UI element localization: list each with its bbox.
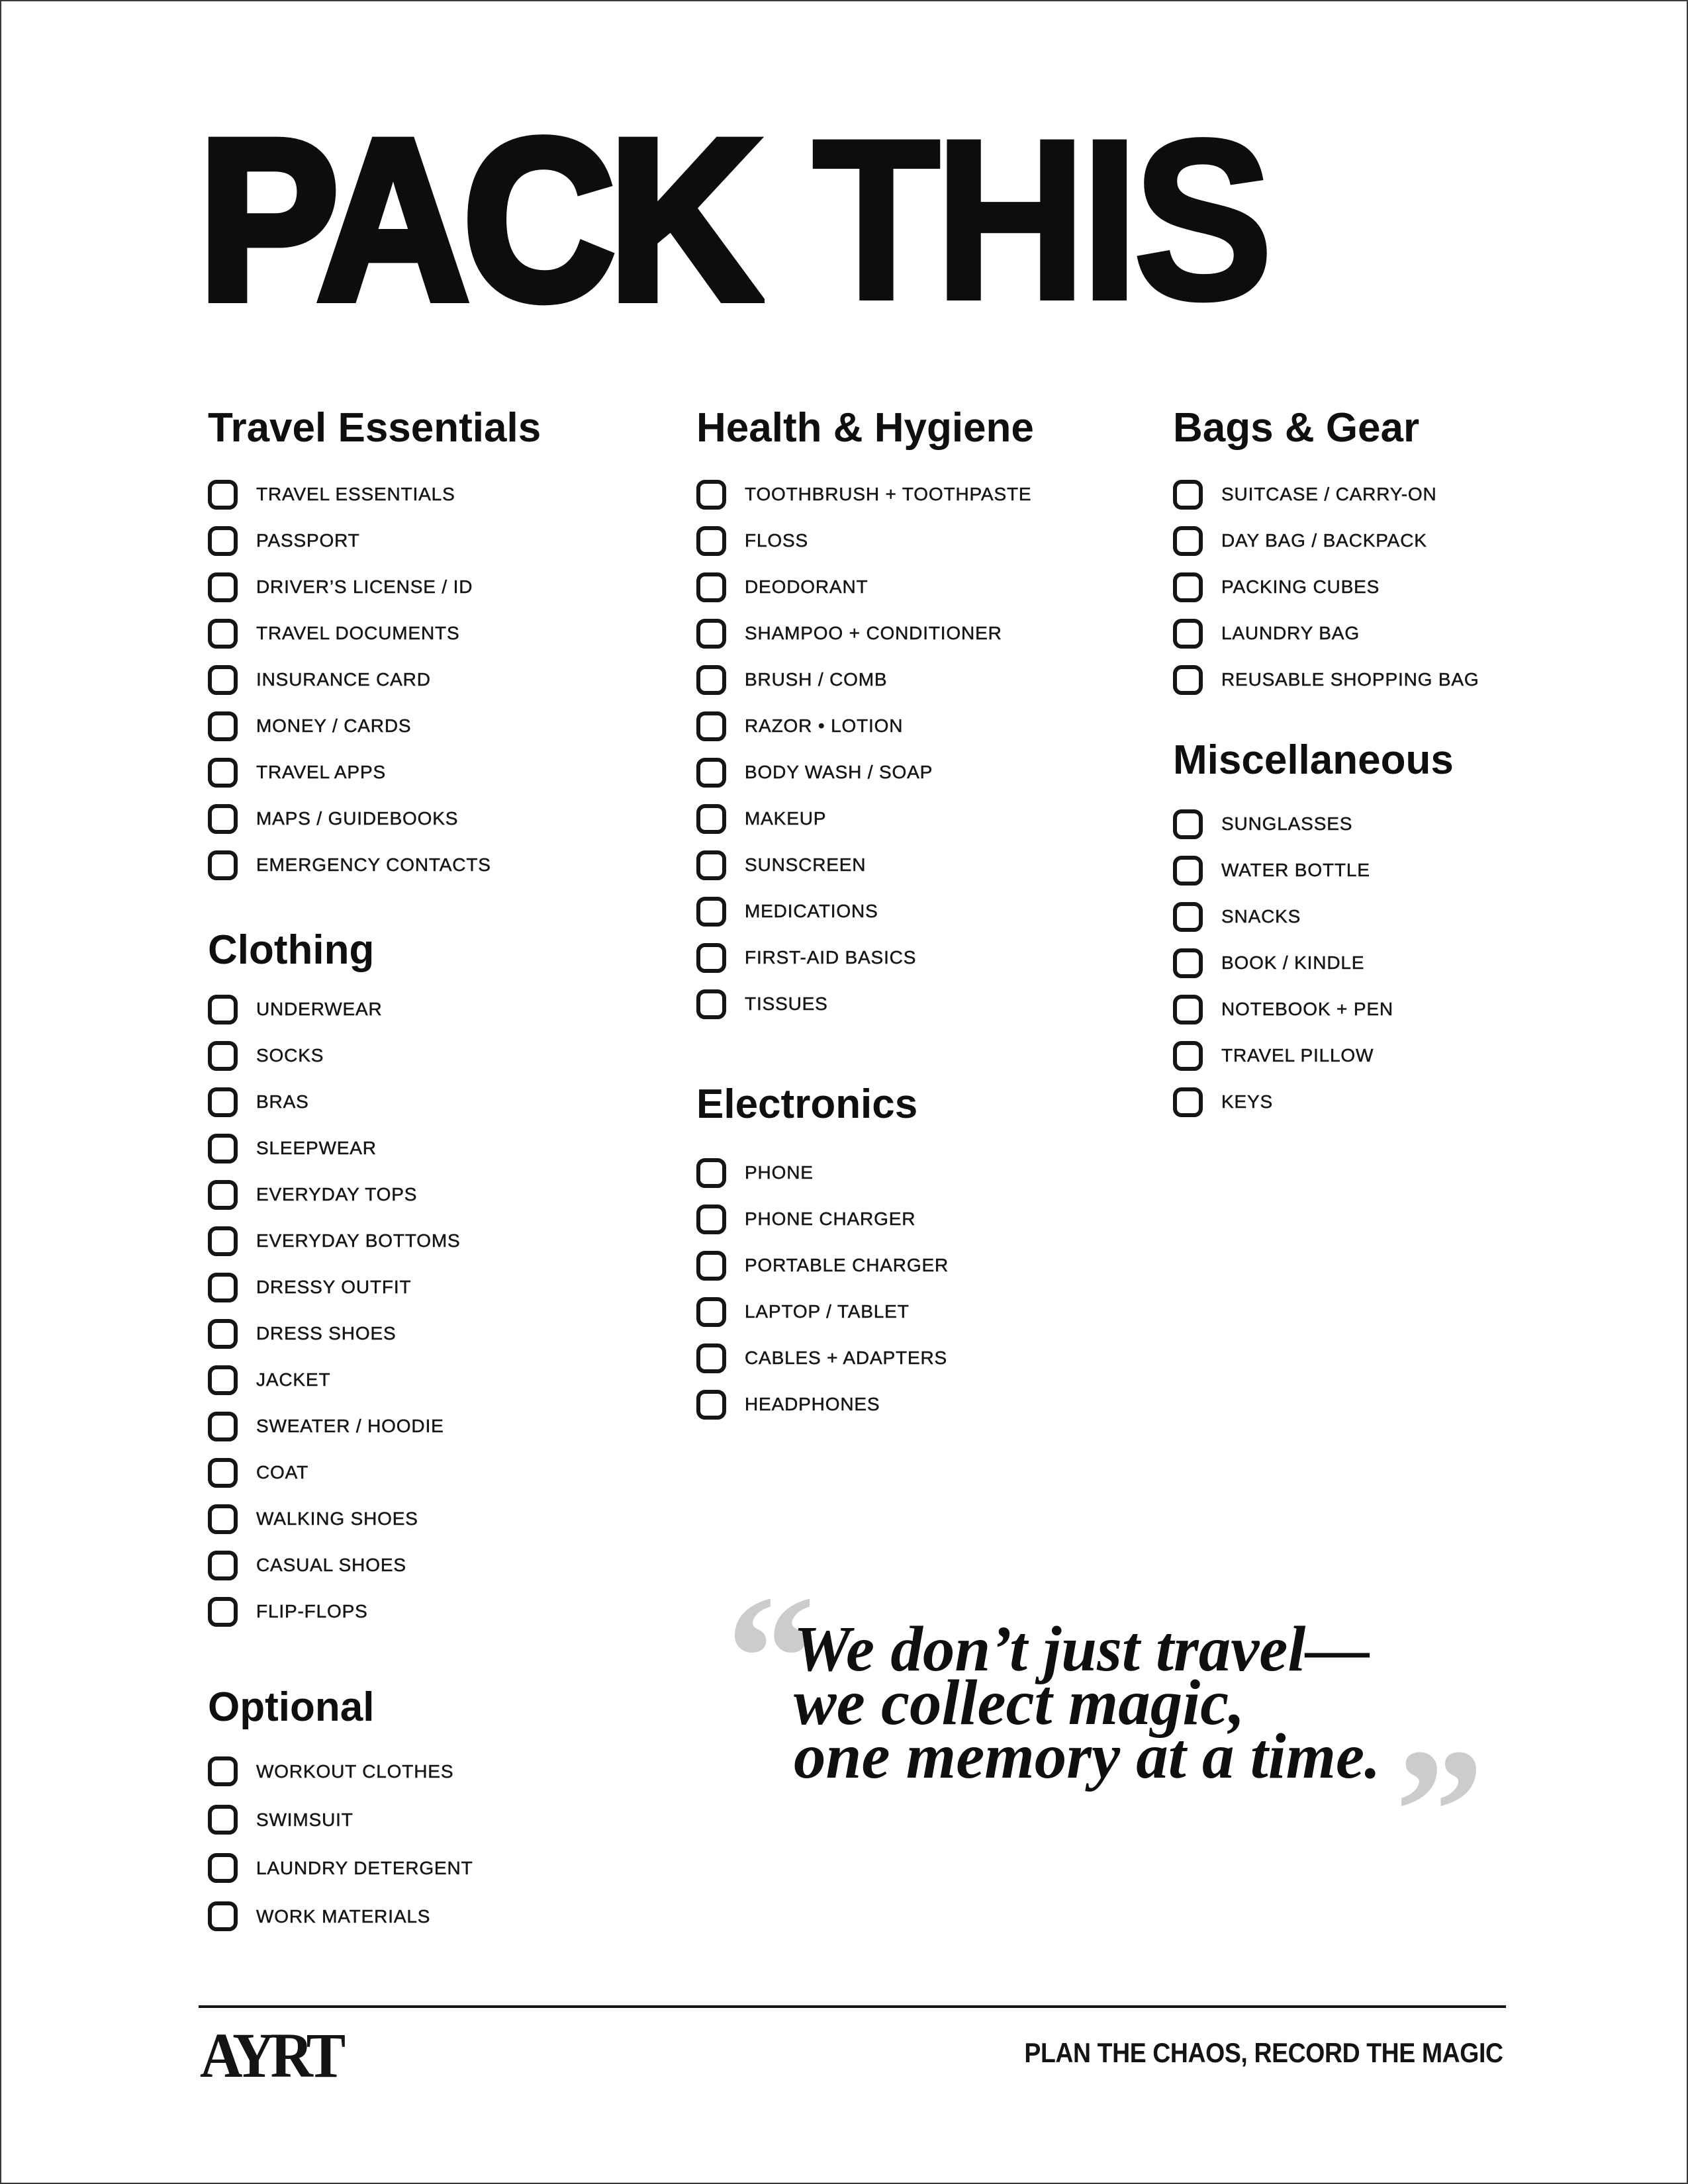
checkbox[interactable] bbox=[208, 1412, 238, 1441]
checklist-row bbox=[696, 1196, 1173, 1242]
checkbox[interactable] bbox=[696, 480, 726, 510]
checklist-row bbox=[1173, 610, 1597, 657]
checklist-item-label: JACKET bbox=[256, 1369, 331, 1390]
checklist-row bbox=[696, 518, 1173, 564]
checkbox[interactable] bbox=[1173, 809, 1203, 839]
footer-divider bbox=[199, 2005, 1506, 2008]
checkbox[interactable] bbox=[208, 1504, 238, 1534]
title-word-pack: PACK bbox=[199, 93, 755, 347]
checklist-row bbox=[1173, 518, 1597, 564]
checklist bbox=[1173, 801, 1597, 1125]
checklist-item-label: PHONE bbox=[745, 1162, 814, 1183]
checklist-row bbox=[696, 471, 1173, 518]
checklist-item-label: BOOK / KINDLE bbox=[1221, 952, 1365, 973]
checklist-row bbox=[1173, 1032, 1597, 1079]
checkbox[interactable] bbox=[1173, 995, 1203, 1024]
checklist-row bbox=[696, 564, 1173, 610]
checkbox[interactable] bbox=[696, 1343, 726, 1373]
checklist-item-label: FLOSS bbox=[745, 530, 809, 551]
checklist-row bbox=[696, 657, 1173, 703]
checklist-row bbox=[208, 703, 684, 749]
checklist-row bbox=[208, 1310, 684, 1357]
checkbox[interactable] bbox=[1173, 902, 1203, 932]
checklist-row bbox=[208, 1079, 684, 1125]
checkbox[interactable] bbox=[696, 897, 726, 927]
checkbox[interactable] bbox=[208, 1853, 238, 1883]
open-quote-icon: “ bbox=[726, 1559, 816, 1756]
checklist-row bbox=[208, 1892, 684, 1940]
checkbox[interactable] bbox=[696, 850, 726, 880]
checklist-item-label: EMERGENCY CONTACTS bbox=[256, 854, 491, 875]
checklist-item-label: PORTABLE CHARGER bbox=[745, 1255, 949, 1275]
checklist-row bbox=[696, 888, 1173, 934]
checkbox[interactable] bbox=[1173, 1041, 1203, 1071]
checklist-item-label: SUNSCREEN bbox=[745, 854, 867, 875]
checklist-row bbox=[1173, 471, 1597, 518]
title-word-this: THIS bbox=[812, 93, 1268, 347]
section-bags-gear bbox=[1173, 405, 1597, 703]
checklist-item-label: INSURANCE CARD bbox=[256, 669, 431, 690]
checklist-row bbox=[696, 981, 1173, 1027]
checklist-item-label: SHAMPOO + CONDITIONER bbox=[745, 623, 1002, 643]
checklist bbox=[696, 471, 1173, 1027]
checklist-item-label: TRAVEL DOCUMENTS bbox=[256, 623, 460, 643]
checklist-item-label: DRESS SHOES bbox=[256, 1323, 397, 1343]
checklist-item-label: BRUSH / COMB bbox=[745, 669, 888, 690]
checkbox[interactable] bbox=[208, 1319, 238, 1349]
checklist-item-label: SWEATER / HOODIE bbox=[256, 1416, 444, 1436]
checklist-item-label: TOOTHBRUSH + TOOTHPASTE bbox=[745, 484, 1032, 504]
checklist-item-label: LAUNDRY DETERGENT bbox=[256, 1857, 473, 1878]
checkbox[interactable] bbox=[208, 572, 238, 602]
checklist-item-label: BRAS bbox=[256, 1091, 309, 1112]
checklist-row bbox=[696, 934, 1173, 981]
checkbox[interactable] bbox=[1173, 480, 1203, 510]
checkbox[interactable] bbox=[208, 1458, 238, 1488]
checklist-item-label: CASUAL SHOES bbox=[256, 1555, 406, 1575]
section-heading: Miscellaneous bbox=[1173, 737, 1454, 783]
checklist-item-label: COAT bbox=[256, 1462, 309, 1482]
section-heading: Health & Hygiene bbox=[696, 405, 1034, 451]
checkbox[interactable] bbox=[208, 1273, 238, 1302]
checkbox[interactable] bbox=[208, 1180, 238, 1210]
page-title bbox=[199, 93, 1307, 347]
checklist-row bbox=[208, 986, 684, 1032]
checkbox[interactable] bbox=[696, 526, 726, 556]
section-heading: Clothing bbox=[208, 927, 375, 973]
checklist-row bbox=[208, 1218, 684, 1264]
checklist-row bbox=[696, 842, 1173, 888]
checkbox[interactable] bbox=[1173, 948, 1203, 978]
checklist-row bbox=[208, 749, 684, 796]
checklist-item-label: DEODORANT bbox=[745, 576, 868, 597]
checklist-item-label: SLEEPWEAR bbox=[256, 1138, 377, 1158]
checklist-row bbox=[696, 796, 1173, 842]
checklist-row bbox=[208, 1171, 684, 1218]
checklist-row bbox=[208, 1588, 684, 1635]
section-optional bbox=[208, 1684, 684, 1940]
checklist-item-label: SUITCASE / CARRY-ON bbox=[1221, 484, 1437, 504]
checklist-row bbox=[1173, 940, 1597, 986]
checkbox[interactable] bbox=[696, 1297, 726, 1327]
checkbox[interactable] bbox=[696, 1158, 726, 1188]
checklist-item-label: FLIP-FLOPS bbox=[256, 1601, 368, 1621]
checklist-row bbox=[208, 1796, 684, 1844]
checklist-row bbox=[208, 1747, 684, 1796]
quote-line: one memory at a time. bbox=[794, 1721, 1381, 1792]
checklist-item-label: SWIMSUIT bbox=[256, 1809, 353, 1830]
checklist-item-label: HEADPHONES bbox=[745, 1394, 880, 1414]
checklist-item-label: LAPTOP / TABLET bbox=[745, 1301, 910, 1322]
quote-line: We don’t just travel— bbox=[794, 1614, 1370, 1684]
checklist-row bbox=[208, 842, 684, 888]
checkbox[interactable] bbox=[208, 1134, 238, 1163]
checklist bbox=[208, 471, 684, 888]
checkbox[interactable] bbox=[208, 1365, 238, 1395]
section-miscellaneous bbox=[1173, 737, 1597, 1125]
checklist-row bbox=[1173, 1079, 1597, 1125]
quote-line: we collect magic, bbox=[794, 1667, 1245, 1738]
checkbox[interactable] bbox=[696, 1205, 726, 1234]
checklist-row bbox=[1173, 847, 1597, 893]
checklist-row bbox=[208, 610, 684, 657]
checkbox[interactable] bbox=[1173, 526, 1203, 556]
checklist-item-label: LAUNDRY BAG bbox=[1221, 623, 1360, 643]
brand-logo: AYRT bbox=[200, 2020, 342, 2091]
checklist bbox=[1173, 471, 1597, 703]
checklist-item-label: RAZOR • LOTION bbox=[745, 715, 904, 736]
checklist-row bbox=[208, 518, 684, 564]
section-health-hygiene bbox=[696, 405, 1173, 1027]
checkbox[interactable] bbox=[1173, 619, 1203, 649]
checkbox[interactable] bbox=[208, 850, 238, 880]
checklist bbox=[208, 1747, 684, 1940]
checklist-row bbox=[208, 1496, 684, 1542]
checklist-item-label: PHONE CHARGER bbox=[745, 1208, 916, 1229]
checkbox[interactable] bbox=[1173, 665, 1203, 695]
checkbox[interactable] bbox=[208, 1805, 238, 1835]
checklist-row bbox=[208, 1844, 684, 1892]
checklist-item-label: WORKOUT CLOTHES bbox=[256, 1760, 454, 1782]
checklist-item-label: MAPS / GUIDEBOOKS bbox=[256, 808, 459, 829]
checkbox[interactable] bbox=[696, 989, 726, 1019]
checklist-row bbox=[696, 1335, 1173, 1381]
checkbox[interactable] bbox=[208, 1087, 238, 1117]
checklist-item-label: MAKEUP bbox=[745, 808, 827, 829]
checkbox[interactable] bbox=[208, 665, 238, 695]
checklist-item-label: SUNGLASSES bbox=[1221, 813, 1353, 834]
checkbox[interactable] bbox=[208, 1226, 238, 1256]
checklist bbox=[208, 986, 684, 1635]
section-heading: Travel Essentials bbox=[208, 405, 541, 451]
checkbox[interactable] bbox=[1173, 572, 1203, 602]
checklist-item-label: MONEY / CARDS bbox=[256, 715, 412, 736]
checklist-item-label: TISSUES bbox=[745, 993, 828, 1014]
checklist-row bbox=[208, 471, 684, 518]
checklist-item-label: KEYS bbox=[1221, 1091, 1274, 1112]
checklist bbox=[696, 1150, 1173, 1428]
checklist-row bbox=[208, 1449, 684, 1496]
checkbox[interactable] bbox=[696, 758, 726, 788]
section-heading: Optional bbox=[208, 1684, 375, 1730]
checklist-item-label: BODY WASH / SOAP bbox=[745, 762, 933, 782]
checklist-item-label: UNDERWEAR bbox=[256, 999, 383, 1019]
checklist-item-label: FIRST-AID BASICS bbox=[745, 947, 917, 968]
checklist-row bbox=[1173, 801, 1597, 847]
checklist-row bbox=[1173, 564, 1597, 610]
checklist-row bbox=[1173, 657, 1597, 703]
checklist-item-label: CABLES + ADAPTERS bbox=[745, 1347, 948, 1368]
section-clothing bbox=[208, 927, 684, 1635]
checklist-row bbox=[208, 796, 684, 842]
checklist-row bbox=[208, 1032, 684, 1079]
checkbox[interactable] bbox=[696, 665, 726, 695]
checklist-row bbox=[696, 1381, 1173, 1428]
checkbox[interactable] bbox=[208, 711, 238, 741]
checklist-row bbox=[208, 1264, 684, 1310]
checklist-row bbox=[696, 1150, 1173, 1196]
checkbox[interactable] bbox=[208, 1041, 238, 1071]
checkbox[interactable] bbox=[696, 711, 726, 741]
checklist-row bbox=[208, 1403, 684, 1449]
checklist-item-label: MEDICATIONS bbox=[745, 901, 878, 921]
checklist-row bbox=[208, 1125, 684, 1171]
checklist-row bbox=[208, 564, 684, 610]
section-heading: Electronics bbox=[696, 1081, 918, 1127]
checklist-item-label: TRAVEL ESSENTIALS bbox=[256, 484, 455, 504]
checklist-row bbox=[1173, 893, 1597, 940]
checklist-item-label: SNACKS bbox=[1221, 906, 1301, 927]
checkbox[interactable] bbox=[696, 1390, 726, 1420]
checkbox[interactable] bbox=[208, 619, 238, 649]
checkbox[interactable] bbox=[696, 572, 726, 602]
checklist-item-label: WATER BOTTLE bbox=[1221, 860, 1370, 880]
section-electronics bbox=[696, 1081, 1173, 1428]
checkbox[interactable] bbox=[208, 526, 238, 556]
checklist-item-label: WORK MATERIALS bbox=[256, 1905, 431, 1927]
checkbox[interactable] bbox=[208, 1551, 238, 1580]
checkbox[interactable] bbox=[208, 1756, 238, 1786]
checklist-item-label: DRIVER’S LICENSE / ID bbox=[256, 576, 473, 597]
checklist-row bbox=[696, 1289, 1173, 1335]
checkbox[interactable] bbox=[208, 480, 238, 510]
checkbox[interactable] bbox=[696, 943, 726, 973]
checkbox[interactable] bbox=[208, 995, 238, 1024]
checklist-item-label: NOTEBOOK + PEN bbox=[1221, 999, 1393, 1019]
close-quote-icon: ” bbox=[1395, 1712, 1484, 1910]
checklist-row bbox=[696, 1242, 1173, 1289]
checkbox[interactable] bbox=[696, 619, 726, 649]
checklist-item-label: SOCKS bbox=[256, 1045, 324, 1066]
checklist-item-label: PASSPORT bbox=[256, 530, 360, 551]
checkbox[interactable] bbox=[208, 758, 238, 788]
checklist-row bbox=[208, 657, 684, 703]
checklist-row bbox=[1173, 986, 1597, 1032]
checklist-item-label: WALKING SHOES bbox=[256, 1508, 418, 1529]
checklist-item-label: DAY BAG / BACKPACK bbox=[1221, 530, 1427, 551]
checkbox[interactable] bbox=[1173, 856, 1203, 886]
checklist-row bbox=[696, 610, 1173, 657]
checkbox[interactable] bbox=[696, 804, 726, 834]
checklist-item-label: PACKING CUBES bbox=[1221, 576, 1380, 597]
checkbox[interactable] bbox=[208, 1901, 238, 1931]
checklist-row bbox=[208, 1542, 684, 1588]
quote-text bbox=[794, 1614, 1381, 1792]
checklist-item-label: EVERYDAY BOTTOMS bbox=[256, 1230, 461, 1251]
checkbox[interactable] bbox=[208, 804, 238, 834]
checklist-row bbox=[208, 1357, 684, 1403]
checklist-item-label: TRAVEL PILLOW bbox=[1221, 1045, 1374, 1066]
section-heading: Bags & Gear bbox=[1173, 405, 1420, 451]
section-travel-essentials bbox=[208, 405, 684, 888]
checklist-row bbox=[696, 749, 1173, 796]
checkbox[interactable] bbox=[208, 1597, 238, 1627]
checkbox[interactable] bbox=[1173, 1087, 1203, 1117]
checklist-item-label: EVERYDAY TOPS bbox=[256, 1184, 418, 1205]
checklist-item-label: DRESSY OUTFIT bbox=[256, 1277, 412, 1297]
footer-tagline: PLAN THE CHAOS, RECORD THE MAGIC bbox=[1024, 2037, 1503, 2068]
checklist-item-label: TRAVEL APPS bbox=[256, 762, 386, 782]
checklist-item-label: REUSABLE SHOPPING BAG bbox=[1221, 669, 1479, 690]
checklist-row bbox=[696, 703, 1173, 749]
checkbox[interactable] bbox=[696, 1251, 726, 1281]
